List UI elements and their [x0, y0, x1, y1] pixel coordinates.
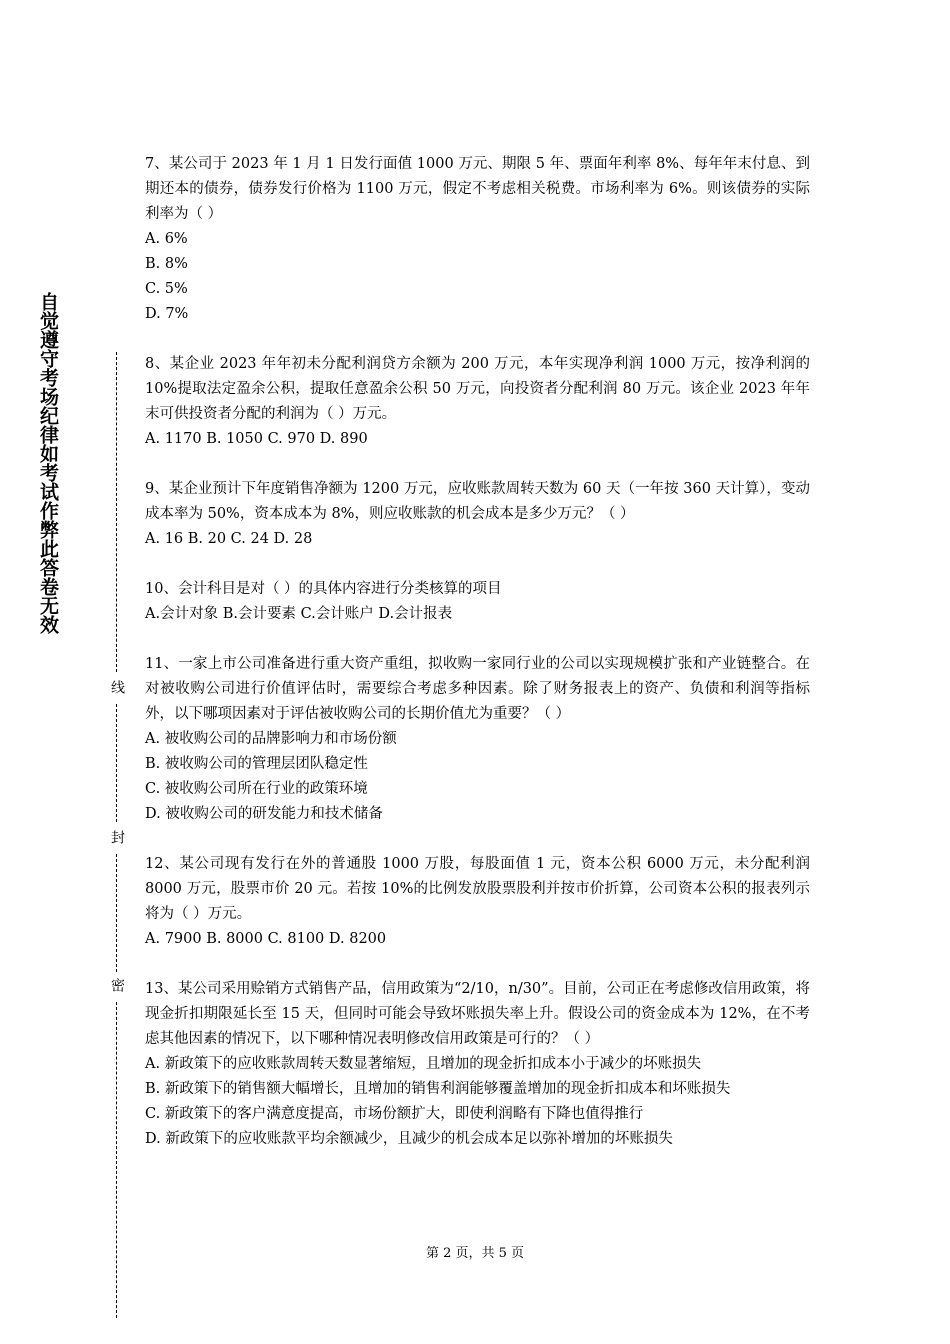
question-10 [145, 577, 810, 627]
question-stem: 10、会计科目是对（ ）的具体内容进行分类核算的项目 [145, 581, 502, 597]
option-d: D. 新政策下的应收账款平均余额减少，且减少的机会成本足以弥补增加的坏账损失 [145, 1131, 673, 1147]
exam-discipline-notice: 自觉遵守考场纪律如考试作弊此答卷无效 [37, 292, 59, 634]
binding-char-xian: 线 [109, 680, 125, 694]
page-number: 第 2 页，共 5 页 [425, 1246, 525, 1261]
option-a: A. 被收购公司的品牌影响力和市场份额 [145, 731, 397, 747]
question-stem: 7、某公司于 2023 年 1 月 1 日发行面值 1000 万元、期限 5 年、票面年利率 8%、每年年末付息、到期还本的债券，债券发行价格为 1100 万元，假定不考虑相关税费。市场利率为 6%。则该债券的实际利率为（ ） [145, 156, 810, 222]
option-c: C. 5% [145, 281, 188, 297]
question-7 [145, 152, 810, 327]
binding-dash-segment [116, 1002, 117, 1318]
question-12 [145, 852, 810, 952]
option-c: C. 被收购公司所在行业的政策环境 [145, 781, 368, 797]
question-stem: 11、一家上市公司准备进行重大资产重组，拟收购一家同行业的公司以实现规模扩张和产业链整合。在对被收购公司进行价值评估时，需要综合考虑多种因素。除了财务报表上的资产、负债和利润等指标外，以下哪项因素对于评估被收购公司的长期价值尤为重要？（ ） [145, 656, 810, 722]
options-line: A.会计对象 B.会计要素 C.会计账户 D.会计报表 [145, 606, 453, 622]
option-b: B. 8% [145, 256, 188, 272]
question-stem: 9、某企业预计下年度销售净额为 1200 万元，应收账款周转天数为 60 天（一年按 360 天计算），变动成本率为 50%，资本成本为 8%，则应收账款的机会成本是多少万元？（ ） [145, 481, 810, 522]
option-d: D. 7% [145, 306, 189, 322]
option-b: B. 被收购公司的管理层团队稳定性 [145, 756, 368, 772]
options-line: A. 16 B. 20 C. 24 D. 28 [145, 531, 313, 547]
option-b: B. 新政策下的销售额大幅增长，且增加的销售利润能够覆盖增加的现金折扣成本和坏账损失 [145, 1081, 731, 1097]
question-list [145, 152, 810, 1177]
binding-char-mi: 密 [109, 978, 125, 992]
binding-dash-segment [116, 854, 117, 972]
binding-dash-segment [116, 352, 117, 672]
binding-dash-segment [116, 704, 117, 822]
question-13 [145, 977, 810, 1152]
question-11 [145, 652, 810, 827]
binding-line [109, 352, 125, 1318]
options-line: A. 1170 B. 1050 C. 970 D. 890 [145, 431, 368, 447]
binding-char-feng: 封 [109, 830, 125, 844]
option-c: C. 新政策下的客户满意度提高，市场份额扩大，即使利润略有下降也值得推行 [145, 1106, 644, 1122]
question-stem: 13、某公司采用赊销方式销售产品，信用政策为“2/10，n/30”。目前，公司正在考虑修改信用政策，将现金折扣期限延长至 15 天，但同时可能会导致坏账损失率上升。假设公司的资金成本为 12%，在不考虑其他因素的情况下，以下哪种情况表明修改信用政策是可行的？（ ） [145, 981, 810, 1047]
option-d: D. 被收购公司的研发能力和技术储备 [145, 806, 383, 822]
option-a: A. 新政策下的应收账款周转天数显著缩短，且增加的现金折扣成本小于减少的坏账损失 [145, 1056, 702, 1072]
options-line: A. 7900 B. 8000 C. 8100 D. 8200 [145, 931, 387, 947]
question-8 [145, 352, 810, 452]
question-9 [145, 477, 810, 552]
option-a: A. 6% [145, 231, 188, 247]
question-stem: 8、某企业 2023 年年初未分配利润贷方余额为 200 万元，本年实现净利润 1000 万元，按净利润的 10%提取法定盈余公积，提取任意盈余公积 50 万元，向投资者分配利润 80 万元。该企业 2023 年年末可供投资者分配的利润为（ ）万元。 [145, 356, 810, 422]
question-stem: 12、某公司现有发行在外的普通股 1000 万股，每股面值 1 元，资本公积 6000 万元，未分配利润 8000 万元，股票市价 20 元。若按 10%的比例发放股票股利并按市价折算，公司资本公积的报表列示将为（ ）万元。 [145, 856, 810, 922]
